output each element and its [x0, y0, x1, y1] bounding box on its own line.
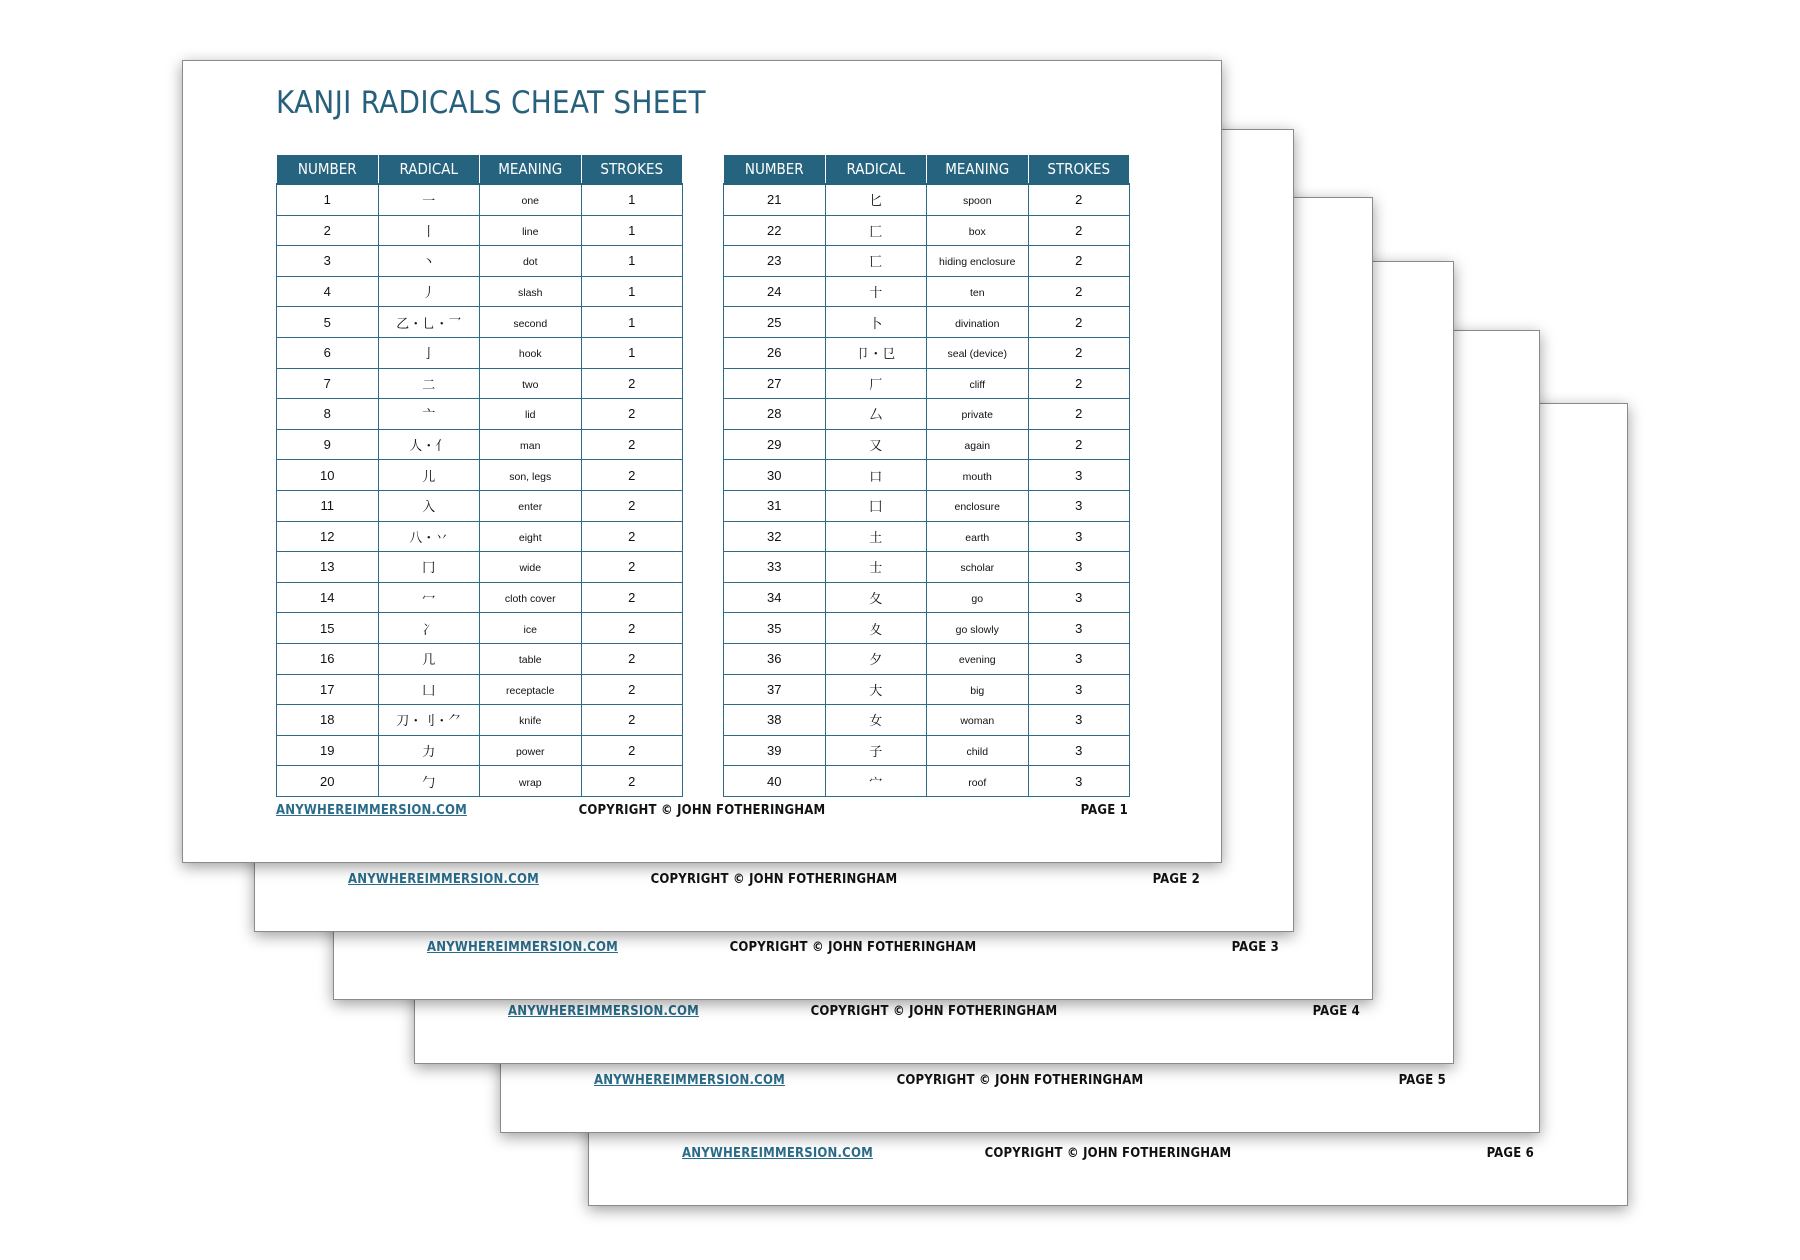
- number-cell: 40: [724, 766, 826, 797]
- strokes-cell: 1: [581, 246, 683, 277]
- strokes-cell: 3: [1028, 460, 1130, 491]
- strokes-cell: 2: [581, 643, 683, 674]
- table-row: [277, 429, 683, 460]
- meaning-cell: big: [927, 674, 1029, 705]
- strokes-cell: 2: [581, 399, 683, 430]
- table-row: [724, 582, 1130, 613]
- strokes-cell: 3: [1028, 674, 1130, 705]
- page-number: PAGE 4: [1312, 1004, 1360, 1019]
- table-row: [277, 613, 683, 644]
- strokes-cell: 2: [581, 766, 683, 797]
- strokes-cell: 2: [581, 429, 683, 460]
- strokes-cell: 2: [581, 705, 683, 736]
- table-row: [277, 368, 683, 399]
- table-row: [277, 552, 683, 583]
- radical-cell: 丶: [378, 246, 480, 277]
- radical-cell: 夊: [825, 613, 927, 644]
- radical-cell: 子: [825, 735, 927, 766]
- number-cell: 26: [724, 337, 826, 368]
- number-cell: 6: [277, 337, 379, 368]
- table-row: [724, 215, 1130, 246]
- site-link[interactable]: ANYWHEREIMMERSION.COM: [276, 803, 467, 818]
- table-row: [724, 521, 1130, 552]
- table-row: [277, 521, 683, 552]
- table-row: [724, 429, 1130, 460]
- meaning-cell: slash: [480, 276, 582, 307]
- column-header-radical: RADICAL: [378, 155, 480, 185]
- table-header-row: [724, 155, 1130, 185]
- table-row: [724, 674, 1130, 705]
- number-cell: 8: [277, 399, 379, 430]
- number-cell: 18: [277, 705, 379, 736]
- site-link[interactable]: ANYWHEREIMMERSION.COM: [594, 1073, 785, 1088]
- table-row: [724, 735, 1130, 766]
- radical-cell: 卜: [825, 307, 927, 338]
- strokes-cell: 2: [1028, 215, 1130, 246]
- meaning-cell: evening: [927, 643, 1029, 674]
- radical-cell: 匚: [825, 215, 927, 246]
- table-row: [277, 735, 683, 766]
- radical-cell: 厶: [825, 399, 927, 430]
- number-cell: 16: [277, 643, 379, 674]
- copyright-text: COPYRIGHT © JOHN FOTHERINGHAM: [650, 872, 898, 887]
- meaning-cell: one: [480, 184, 582, 215]
- table-row: [277, 582, 683, 613]
- table-row: [277, 184, 683, 215]
- copyright-text: COPYRIGHT © JOHN FOTHERINGHAM: [810, 1004, 1058, 1019]
- number-cell: 39: [724, 735, 826, 766]
- number-cell: 10: [277, 460, 379, 491]
- column-header-strokes: STROKES: [1028, 155, 1130, 185]
- strokes-cell: 2: [581, 735, 683, 766]
- strokes-cell: 3: [1028, 490, 1130, 521]
- meaning-cell: wrap: [480, 766, 582, 797]
- copyright-text: COPYRIGHT © JOHN FOTHERINGHAM: [896, 1073, 1144, 1088]
- meaning-cell: earth: [927, 521, 1029, 552]
- number-cell: 12: [277, 521, 379, 552]
- number-cell: 2: [277, 215, 379, 246]
- table-body-left: [277, 184, 683, 796]
- strokes-cell: 2: [1028, 276, 1130, 307]
- table-row: [277, 460, 683, 491]
- table-row: [277, 766, 683, 797]
- strokes-cell: 3: [1028, 521, 1130, 552]
- meaning-cell: hook: [480, 337, 582, 368]
- site-link[interactable]: ANYWHEREIMMERSION.COM: [348, 872, 539, 887]
- table-row: [277, 246, 683, 277]
- radical-cell: 乙・乚・乛: [378, 307, 480, 338]
- strokes-cell: 3: [1028, 582, 1130, 613]
- copyright-text: COPYRIGHT © JOHN FOTHERINGHAM: [984, 1146, 1232, 1161]
- table-row: [724, 184, 1130, 215]
- copyright-text: COPYRIGHT © JOHN FOTHERINGHAM: [578, 803, 826, 818]
- meaning-cell: go slowly: [927, 613, 1029, 644]
- radical-cell: 入: [378, 490, 480, 521]
- copyright-text: COPYRIGHT © JOHN FOTHERINGHAM: [729, 940, 977, 955]
- document-title: KANJI RADICALS CHEAT SHEET: [276, 85, 706, 121]
- radical-cell: 刀・刂・⺈: [378, 705, 480, 736]
- number-cell: 15: [277, 613, 379, 644]
- table-body-right: [724, 184, 1130, 796]
- meaning-cell: private: [927, 399, 1029, 430]
- strokes-cell: 3: [1028, 735, 1130, 766]
- radical-cell: 厂: [825, 368, 927, 399]
- number-cell: 34: [724, 582, 826, 613]
- column-header-meaning: MEANING: [927, 155, 1029, 185]
- number-cell: 21: [724, 184, 826, 215]
- number-cell: 30: [724, 460, 826, 491]
- number-cell: 32: [724, 521, 826, 552]
- strokes-cell: 2: [581, 521, 683, 552]
- radical-cell: 力: [378, 735, 480, 766]
- strokes-cell: 2: [581, 490, 683, 521]
- meaning-cell: lid: [480, 399, 582, 430]
- radical-cell: 丨: [378, 215, 480, 246]
- strokes-cell: 1: [581, 307, 683, 338]
- number-cell: 36: [724, 643, 826, 674]
- table-row: [277, 490, 683, 521]
- strokes-cell: 1: [581, 276, 683, 307]
- column-header-radical: RADICAL: [825, 155, 927, 185]
- meaning-cell: child: [927, 735, 1029, 766]
- radical-cell: 宀: [825, 766, 927, 797]
- number-cell: 7: [277, 368, 379, 399]
- table-row: [724, 246, 1130, 277]
- meaning-cell: ice: [480, 613, 582, 644]
- number-cell: 19: [277, 735, 379, 766]
- strokes-cell: 2: [581, 582, 683, 613]
- radical-cell: 亠: [378, 399, 480, 430]
- meaning-cell: son, legs: [480, 460, 582, 491]
- table-row: [277, 399, 683, 430]
- strokes-cell: 3: [1028, 643, 1130, 674]
- meaning-cell: hiding enclosure: [927, 246, 1029, 277]
- number-cell: 24: [724, 276, 826, 307]
- page-number: PAGE 2: [1152, 872, 1200, 887]
- table-row: [277, 276, 683, 307]
- strokes-cell: 2: [1028, 429, 1130, 460]
- table-row: [277, 307, 683, 338]
- strokes-cell: 1: [581, 184, 683, 215]
- number-cell: 38: [724, 705, 826, 736]
- radical-cell: 亅: [378, 337, 480, 368]
- table-row: [724, 552, 1130, 583]
- radical-cell: 口: [825, 460, 927, 491]
- radical-cell: 一: [378, 184, 480, 215]
- meaning-cell: ten: [927, 276, 1029, 307]
- radicals-table-left: [276, 154, 683, 797]
- radical-cell: 冫: [378, 613, 480, 644]
- meaning-cell: line: [480, 215, 582, 246]
- radical-cell: 十: [825, 276, 927, 307]
- strokes-cell: 3: [1028, 613, 1130, 644]
- meaning-cell: seal (device): [927, 337, 1029, 368]
- number-cell: 33: [724, 552, 826, 583]
- radical-cell: 冖: [378, 582, 480, 613]
- meaning-cell: knife: [480, 705, 582, 736]
- table-row: [724, 307, 1130, 338]
- meaning-cell: cloth cover: [480, 582, 582, 613]
- meaning-cell: table: [480, 643, 582, 674]
- strokes-cell: 2: [1028, 399, 1130, 430]
- meaning-cell: wide: [480, 552, 582, 583]
- strokes-cell: 2: [1028, 307, 1130, 338]
- meaning-cell: enclosure: [927, 490, 1029, 521]
- radical-cell: 大: [825, 674, 927, 705]
- number-cell: 22: [724, 215, 826, 246]
- radical-cell: 儿: [378, 460, 480, 491]
- radical-cell: 丿: [378, 276, 480, 307]
- meaning-cell: mouth: [927, 460, 1029, 491]
- meaning-cell: man: [480, 429, 582, 460]
- radical-cell: 夕: [825, 643, 927, 674]
- column-header-number: NUMBER: [277, 155, 379, 185]
- number-cell: 9: [277, 429, 379, 460]
- number-cell: 3: [277, 246, 379, 277]
- table-row: [724, 337, 1130, 368]
- number-cell: 5: [277, 307, 379, 338]
- meaning-cell: power: [480, 735, 582, 766]
- radical-cell: 凵: [378, 674, 480, 705]
- number-cell: 11: [277, 490, 379, 521]
- number-cell: 14: [277, 582, 379, 613]
- radical-cell: 勹: [378, 766, 480, 797]
- page-footer: [501, 1073, 1539, 1097]
- meaning-cell: receptacle: [480, 674, 582, 705]
- number-cell: 37: [724, 674, 826, 705]
- page-footer: [334, 940, 1372, 964]
- strokes-cell: 1: [581, 337, 683, 368]
- strokes-cell: 3: [1028, 766, 1130, 797]
- strokes-cell: 2: [1028, 184, 1130, 215]
- strokes-cell: 2: [581, 674, 683, 705]
- radical-cell: 人・亻: [378, 429, 480, 460]
- number-cell: 4: [277, 276, 379, 307]
- number-cell: 13: [277, 552, 379, 583]
- site-link[interactable]: ANYWHEREIMMERSION.COM: [682, 1146, 873, 1161]
- meaning-cell: dot: [480, 246, 582, 277]
- page-number: PAGE 6: [1486, 1146, 1534, 1161]
- strokes-cell: 1: [581, 215, 683, 246]
- site-link[interactable]: ANYWHEREIMMERSION.COM: [508, 1004, 699, 1019]
- meaning-cell: spoon: [927, 184, 1029, 215]
- strokes-cell: 2: [581, 552, 683, 583]
- meaning-cell: scholar: [927, 552, 1029, 583]
- table-row: [724, 276, 1130, 307]
- radical-cell: 几: [378, 643, 480, 674]
- column-header-number: NUMBER: [724, 155, 826, 185]
- radical-cell: 士: [825, 552, 927, 583]
- meaning-cell: divination: [927, 307, 1029, 338]
- radicals-table-right: [723, 154, 1130, 797]
- table-row: [724, 399, 1130, 430]
- number-cell: 20: [277, 766, 379, 797]
- sheet-page-1: [182, 60, 1222, 863]
- number-cell: 23: [724, 246, 826, 277]
- table-row: [277, 643, 683, 674]
- page-footer: [589, 1146, 1627, 1170]
- meaning-cell: again: [927, 429, 1029, 460]
- page-footer: [415, 1004, 1453, 1028]
- number-cell: 27: [724, 368, 826, 399]
- number-cell: 28: [724, 399, 826, 430]
- page-footer: [183, 803, 1221, 827]
- meaning-cell: cliff: [927, 368, 1029, 399]
- meaning-cell: roof: [927, 766, 1029, 797]
- radical-cell: 冂: [378, 552, 480, 583]
- column-header-strokes: STROKES: [581, 155, 683, 185]
- strokes-cell: 2: [581, 460, 683, 491]
- meaning-cell: two: [480, 368, 582, 399]
- meaning-cell: eight: [480, 521, 582, 552]
- page-number: PAGE 1: [1080, 803, 1128, 818]
- table-row: [724, 705, 1130, 736]
- column-header-meaning: MEANING: [480, 155, 582, 185]
- page-number: PAGE 5: [1398, 1073, 1446, 1088]
- table-row: [277, 674, 683, 705]
- strokes-cell: 2: [581, 368, 683, 399]
- table-row: [724, 613, 1130, 644]
- number-cell: 35: [724, 613, 826, 644]
- meaning-cell: go: [927, 582, 1029, 613]
- meaning-cell: enter: [480, 490, 582, 521]
- site-link[interactable]: ANYWHEREIMMERSION.COM: [427, 940, 618, 955]
- radical-cell: 又: [825, 429, 927, 460]
- table-row: [724, 490, 1130, 521]
- strokes-cell: 3: [1028, 705, 1130, 736]
- meaning-cell: woman: [927, 705, 1029, 736]
- table-row: [724, 766, 1130, 797]
- meaning-cell: second: [480, 307, 582, 338]
- radical-cell: 八・丷: [378, 521, 480, 552]
- number-cell: 17: [277, 674, 379, 705]
- radical-cell: 匸: [825, 246, 927, 277]
- radical-cell: 囗: [825, 490, 927, 521]
- strokes-cell: 2: [1028, 246, 1130, 277]
- number-cell: 29: [724, 429, 826, 460]
- radical-cell: 夂: [825, 582, 927, 613]
- radical-cell: 匕: [825, 184, 927, 215]
- strokes-cell: 3: [1028, 552, 1130, 583]
- number-cell: 25: [724, 307, 826, 338]
- table-row: [724, 643, 1130, 674]
- strokes-cell: 2: [1028, 337, 1130, 368]
- meaning-cell: box: [927, 215, 1029, 246]
- number-cell: 31: [724, 490, 826, 521]
- table-row: [277, 337, 683, 368]
- page-number: PAGE 3: [1231, 940, 1279, 955]
- radical-cell: 二: [378, 368, 480, 399]
- radical-cell: 土: [825, 521, 927, 552]
- strokes-cell: 2: [1028, 368, 1130, 399]
- strokes-cell: 2: [581, 613, 683, 644]
- table-row: [277, 705, 683, 736]
- radical-cell: 女: [825, 705, 927, 736]
- table-header-row: [277, 155, 683, 185]
- table-row: [724, 368, 1130, 399]
- page-footer: [255, 872, 1293, 896]
- table-row: [724, 460, 1130, 491]
- number-cell: 1: [277, 184, 379, 215]
- table-row: [277, 215, 683, 246]
- radical-cell: 卩・㔾: [825, 337, 927, 368]
